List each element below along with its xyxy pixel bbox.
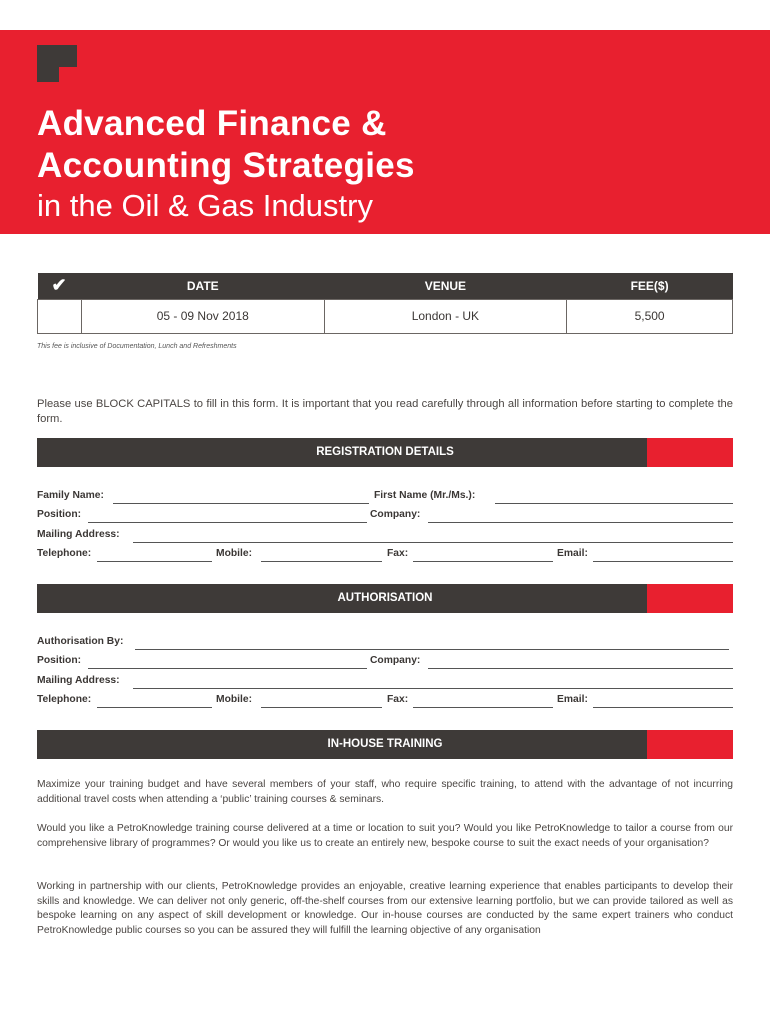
fax-label: Fax: xyxy=(387,548,409,559)
registration-heading-bar xyxy=(37,438,733,467)
inhouse-paragraph-3: Working in partnership with our clients, PetroKnowledge provides an enjoyable, creative learning experience that enables participants to develop their skills and knowledge. We can deliver not only generic, off-the-shelf courses from our extensive learning portfolio, but we can provide tailored as well as bespoke learning on any aspect of skill development or knowledge. Our in-house courses are conducted by the same expert trainers who conduct PetroKnowledge public courses so you can be assured they will fulfill the learning objective of any organisation xyxy=(37,881,733,936)
family-name-label: Family Name: xyxy=(37,490,104,501)
venue-cell: London - UK xyxy=(324,299,567,333)
registration-row-2 xyxy=(37,509,733,523)
mobile-field[interactable] xyxy=(216,548,382,562)
subtitle: in the Oil & Gas Industry xyxy=(37,188,373,223)
telephone-label: Telephone: xyxy=(37,548,92,559)
header-banner xyxy=(0,30,770,234)
position-label: Position: xyxy=(37,509,82,520)
authorised-by-field[interactable] xyxy=(37,636,729,650)
email-label: Email: xyxy=(557,548,588,559)
authorisation-row-1 xyxy=(37,636,733,650)
title-line-1: Advanced Finance & xyxy=(37,104,387,143)
registration-heading: REGISTRATION DETAILS xyxy=(316,446,454,458)
registration-row-4 xyxy=(37,548,733,562)
fee-cell: 5,500 xyxy=(567,299,733,333)
auth-mobile-label: Mobile: xyxy=(216,694,253,705)
authorisation-row-2 xyxy=(37,655,733,669)
family-name-field[interactable] xyxy=(37,490,369,504)
company-field[interactable] xyxy=(370,509,733,523)
authorisation-row-3 xyxy=(37,675,733,689)
auth-company-label: Company: xyxy=(370,655,421,666)
auth-mailing-address-label: Mailing Address: xyxy=(37,675,120,686)
mobile-label: Mobile: xyxy=(216,548,253,559)
first-name-label: First Name (Mr./Ms.): xyxy=(374,490,476,501)
inhouse-heading-bar xyxy=(37,730,733,759)
auth-fax-label: Fax: xyxy=(387,694,409,705)
schedule-table xyxy=(37,273,733,334)
fee-note: This fee is inclusive of Documentation, Lunch and Refreshments xyxy=(37,343,237,350)
selection-checkbox[interactable] xyxy=(38,299,82,333)
venue-header: VENUE xyxy=(324,273,567,299)
auth-position-field[interactable] xyxy=(37,655,367,669)
fee-header: FEE($) xyxy=(567,273,733,299)
telephone-field[interactable] xyxy=(37,548,212,562)
auth-company-field[interactable] xyxy=(370,655,733,669)
inhouse-paragraph-2: Would you like a PetroKnowledge training course delivered at a time or location to suit you? Would you like PetroKnowledge to tailor a course from our comprehensive library of programmes? Or would you like us to create an entirely new, bespoke course to suit the exact needs of your organisation? xyxy=(37,823,733,849)
date-cell: 05 - 09 Nov 2018 xyxy=(81,299,324,333)
email-field[interactable] xyxy=(557,548,733,562)
auth-email-field[interactable] xyxy=(557,694,733,708)
auth-telephone-field[interactable] xyxy=(37,694,212,708)
mailing-address-label: Mailing Address: xyxy=(37,529,120,540)
fax-field[interactable] xyxy=(387,548,553,562)
authorisation-heading: AUTHORISATION xyxy=(337,592,433,604)
authorisation-heading-bar xyxy=(37,584,733,613)
authorised-by-label: Authorisation By: xyxy=(37,636,124,647)
registration-row-3 xyxy=(37,529,733,543)
auth-mobile-field[interactable] xyxy=(216,694,382,708)
title-line-2: Accounting Strategies xyxy=(37,146,415,185)
registration-row-1 xyxy=(37,490,733,504)
position-field[interactable] xyxy=(37,509,367,523)
inhouse-heading: IN-HOUSE TRAINING xyxy=(327,738,443,750)
auth-mailing-address-field[interactable] xyxy=(37,675,733,689)
company-logo xyxy=(37,45,77,82)
intro-text: Please use BLOCK CAPITALS to fill in this form. It is important that you read carefully through all information before starting to complete the form. xyxy=(37,398,733,425)
auth-email-label: Email: xyxy=(557,694,588,705)
company-label: Company: xyxy=(370,509,421,520)
first-name-field[interactable] xyxy=(374,490,733,504)
date-header: DATE xyxy=(81,273,324,299)
check-mark-icon: ✔ xyxy=(38,273,82,299)
auth-fax-field[interactable] xyxy=(387,694,553,708)
inhouse-paragraph-1: Maximize your training budget and have several members of your staff, who require specific training, to attend with the advantage of not incurring additional travel costs when attending a ‘public’ training courses & seminars. xyxy=(37,779,733,805)
authorisation-row-4 xyxy=(37,694,733,708)
auth-telephone-label: Telephone: xyxy=(37,694,92,705)
mailing-address-field[interactable] xyxy=(37,529,733,543)
auth-position-label: Position: xyxy=(37,655,82,666)
